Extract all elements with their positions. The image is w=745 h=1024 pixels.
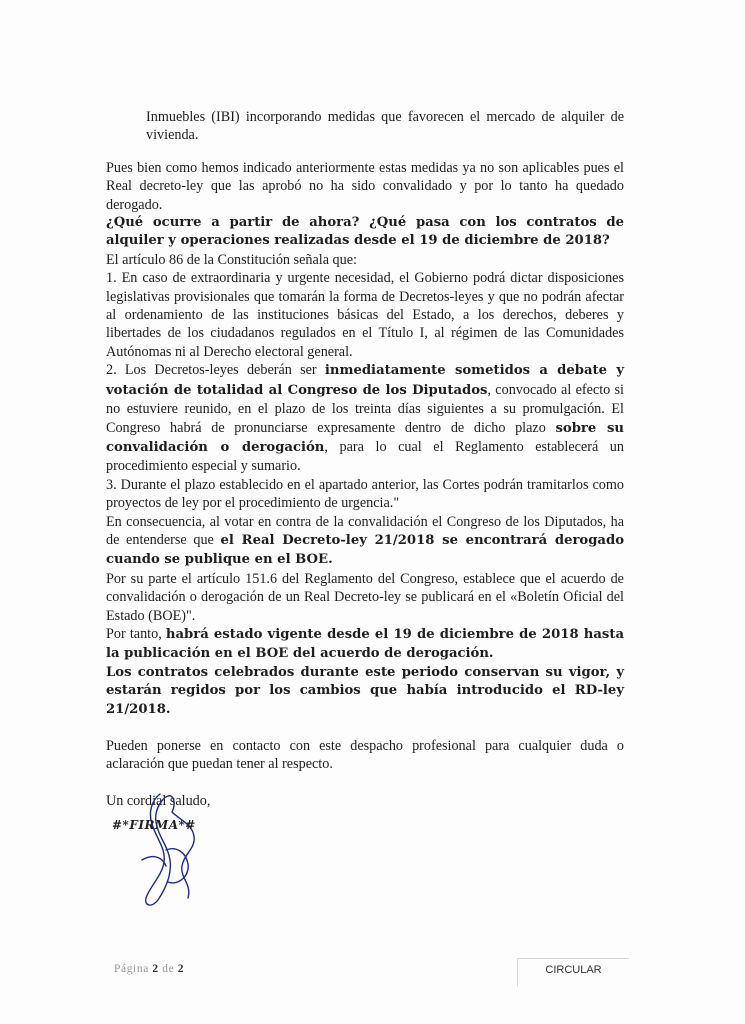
paragraph-ibi: Inmuebles (IBI) incorporando medidas que favorecen el mercado de alquiler de vivienda. bbox=[146, 109, 624, 144]
page-number bbox=[114, 963, 184, 975]
paragraph-consequence bbox=[106, 513, 624, 570]
signature bbox=[112, 790, 232, 910]
closing-salutation: Un cordial saludo, bbox=[106, 792, 211, 809]
text-run: En consecuencia, al votar en contra de la convalidación el Congreso de los Diputados, ha de entenderse que bbox=[106, 513, 624, 548]
text-run: Por tanto, bbox=[106, 625, 166, 642]
paragraph-contracts: Los contratos celebrados durante este periodo conservan su vigor, y estarán regidos por los cambios que había introducido el RD-ley 21/2018. bbox=[106, 664, 624, 717]
paragraph-article-151: Por su parte el artículo 151.6 del Reglamento del Congreso, establece que el acuerdo de convalidación o derogación de un Real Decreto-ley se publicará en el «Boletín Oficial del Estado (BOE)". bbox=[106, 570, 624, 624]
of-word: de bbox=[162, 963, 175, 975]
paragraph-point-1: 1. En caso de extraordinaria y urgente necesidad, el Gobierno podrá dictar disposiciones legislativas provisionales que tomarán la forma de Decretos-leyes y que no podrán afectar al ordenamiento de las instituciones básicas del Estado, a los derechos, deberes y libertades de los ciudadanos regulados en el Título I, al régimen de las Comunidades Autónomas ni al Derecho electoral general. bbox=[106, 270, 624, 360]
signature-label: #*FIRMA*# bbox=[112, 818, 196, 832]
paragraph-article-86: El artículo 86 de la Constitución señala que: bbox=[106, 251, 357, 268]
text-run: 2. Los Decretos-leyes deberán ser bbox=[106, 362, 325, 379]
signature-scribble-icon bbox=[122, 790, 222, 910]
page-word: Página bbox=[114, 963, 149, 975]
paragraph-point-2 bbox=[106, 361, 624, 475]
text-run: , para lo cual el Reglamento establecerá un procedimiento especial y sumario. bbox=[106, 438, 624, 475]
current-page: 2 bbox=[152, 963, 159, 975]
paragraph-validity bbox=[106, 625, 624, 664]
bold-run: habrá estado vigente desde el 19 de diciembre de 2018 hasta la publicación en el BOE del acuerdo de derogación. bbox=[106, 626, 624, 662]
circular-tag: CIRCULAR bbox=[517, 958, 629, 986]
paragraph-point-3: 3. Durante el plazo establecido en el apartado anterior, las Cortes podrán tramitarlos como proyectos de ley por el procedimiento de urgencia." bbox=[106, 476, 624, 512]
question-heading: ¿Qué ocurre a partir de ahora? ¿Qué pasa con los contratos de alquiler y operaciones realizadas desde el 19 de diciembre de 2018? bbox=[106, 215, 624, 249]
paragraph-not-applicable: Pues bien como hemos indicado anteriormente estas medidas ya no son aplicables pues el Real decreto-ley que las aprobó no ha sido convalidado y por lo tanto ha quedado derogado. bbox=[106, 159, 624, 213]
letter-body bbox=[106, 108, 624, 810]
paragraph-contact: Pueden ponerse en contacto con este despacho profesional para cualquier duda o aclaración que puedan tener al respecto. bbox=[106, 738, 624, 773]
bold-run: sobre su convalidación o derogación bbox=[106, 420, 624, 455]
bold-run: inmediatamente sometidos a debate y votación de totalidad al Congreso de los Diputados bbox=[106, 363, 624, 398]
text-run: , convocado al efecto si no estuviere reunido, en el plazo de los treinta días siguientes a su promulgación. El Congreso habrá de pronunciarse expresamente dentro de dicho plazo bbox=[106, 381, 625, 436]
total-pages: 2 bbox=[177, 963, 185, 975]
bold-run: el Real Decreto-ley 21/2018 se encontrará derogado cuando se publique en el BOE. bbox=[106, 532, 624, 568]
